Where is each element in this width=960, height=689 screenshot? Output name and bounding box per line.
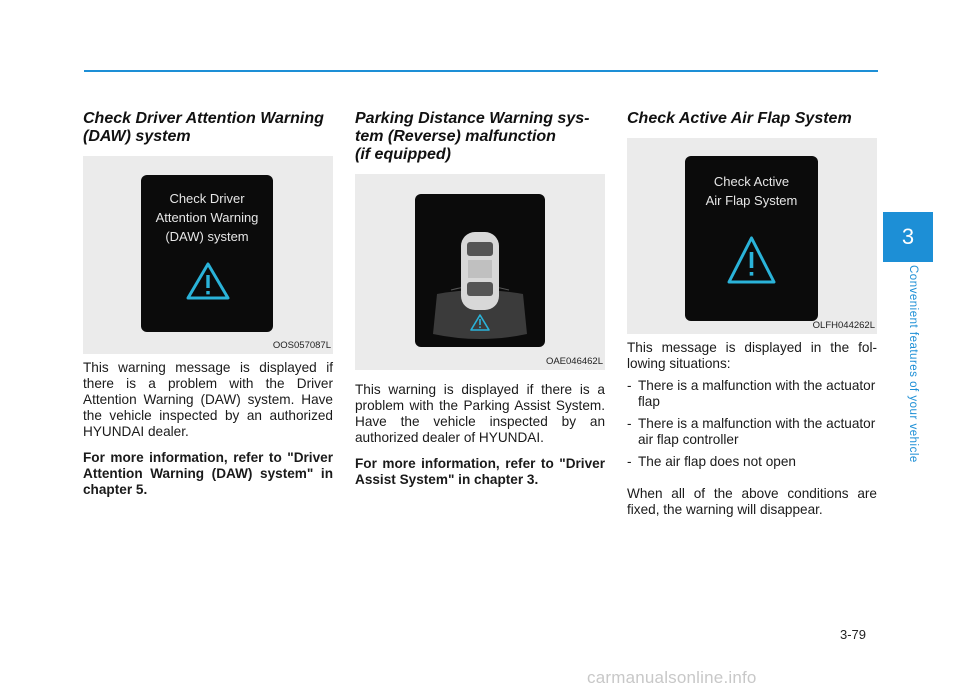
air-flap-screen-text: Check Active Air Flap System bbox=[705, 174, 798, 208]
parking-warning-screen bbox=[415, 194, 545, 347]
parking-reference: For more information, refer to "Driver Assist System" in chapter 3. bbox=[355, 456, 605, 487]
parking-figure bbox=[355, 174, 605, 370]
daw-screen-text: Check Driver Attention Warning (DAW) system bbox=[155, 191, 259, 244]
warning-triangle-icon bbox=[725, 234, 778, 286]
watermark: carmanualsonline.info bbox=[587, 668, 757, 687]
daw-reference: For more information, refer to "Driver Attention Warning (DAW) system" in chapter 5. bbox=[83, 450, 333, 497]
daw-figure bbox=[83, 156, 333, 354]
air-flap-intro: This message is displayed in the fol-lowing situations: bbox=[627, 340, 877, 371]
figure-code: OOS057087L bbox=[272, 340, 331, 351]
daw-section bbox=[83, 110, 333, 498]
parking-section bbox=[355, 110, 605, 488]
parking-heading: Parking Distance Warning sys- tem (Reverse) malfunction (if equipped) bbox=[355, 110, 590, 163]
header-rule bbox=[84, 70, 878, 72]
air-flap-section bbox=[627, 110, 877, 518]
air-flap-figure bbox=[627, 138, 877, 334]
figure-code: OAE046462L bbox=[545, 356, 603, 367]
daw-warning-screen bbox=[141, 175, 273, 332]
page-number: 3-79 bbox=[840, 627, 867, 642]
parking-body: This warning is displayed if there is a problem with the Parking Assist System. Have the vehicle inspected by an authorized dealer of HYUNDAI. bbox=[355, 382, 605, 445]
daw-body: This warning message is displayed if there is a problem with the Driver Attention Warning (DAW) system. Have the vehicle inspected by an authorized HYUNDAI dealer. bbox=[83, 360, 333, 439]
chapter-tab: 3 bbox=[883, 212, 933, 262]
air-flap-heading: Check Active Air Flap System bbox=[627, 110, 852, 127]
warning-triangle-icon bbox=[185, 261, 231, 301]
figure-code: OLFH044262L bbox=[812, 320, 875, 331]
list-item: - The air flap does not open bbox=[627, 454, 796, 469]
air-flap-warning-screen bbox=[685, 156, 818, 321]
list-item: - There is a malfunction with the actuator flap bbox=[627, 378, 876, 409]
air-flap-conditions bbox=[627, 378, 877, 470]
list-item: - There is a malfunction with the actuator air flap controller bbox=[627, 416, 876, 447]
air-flap-closing: When all of the above conditions are fixed, the warning will disappear. bbox=[627, 486, 877, 517]
car-sensor-icon bbox=[415, 194, 545, 347]
daw-heading: Check Driver Attention Warning (DAW) system bbox=[83, 110, 324, 145]
chapter-title: Convenient features of your vehicle bbox=[907, 265, 919, 463]
